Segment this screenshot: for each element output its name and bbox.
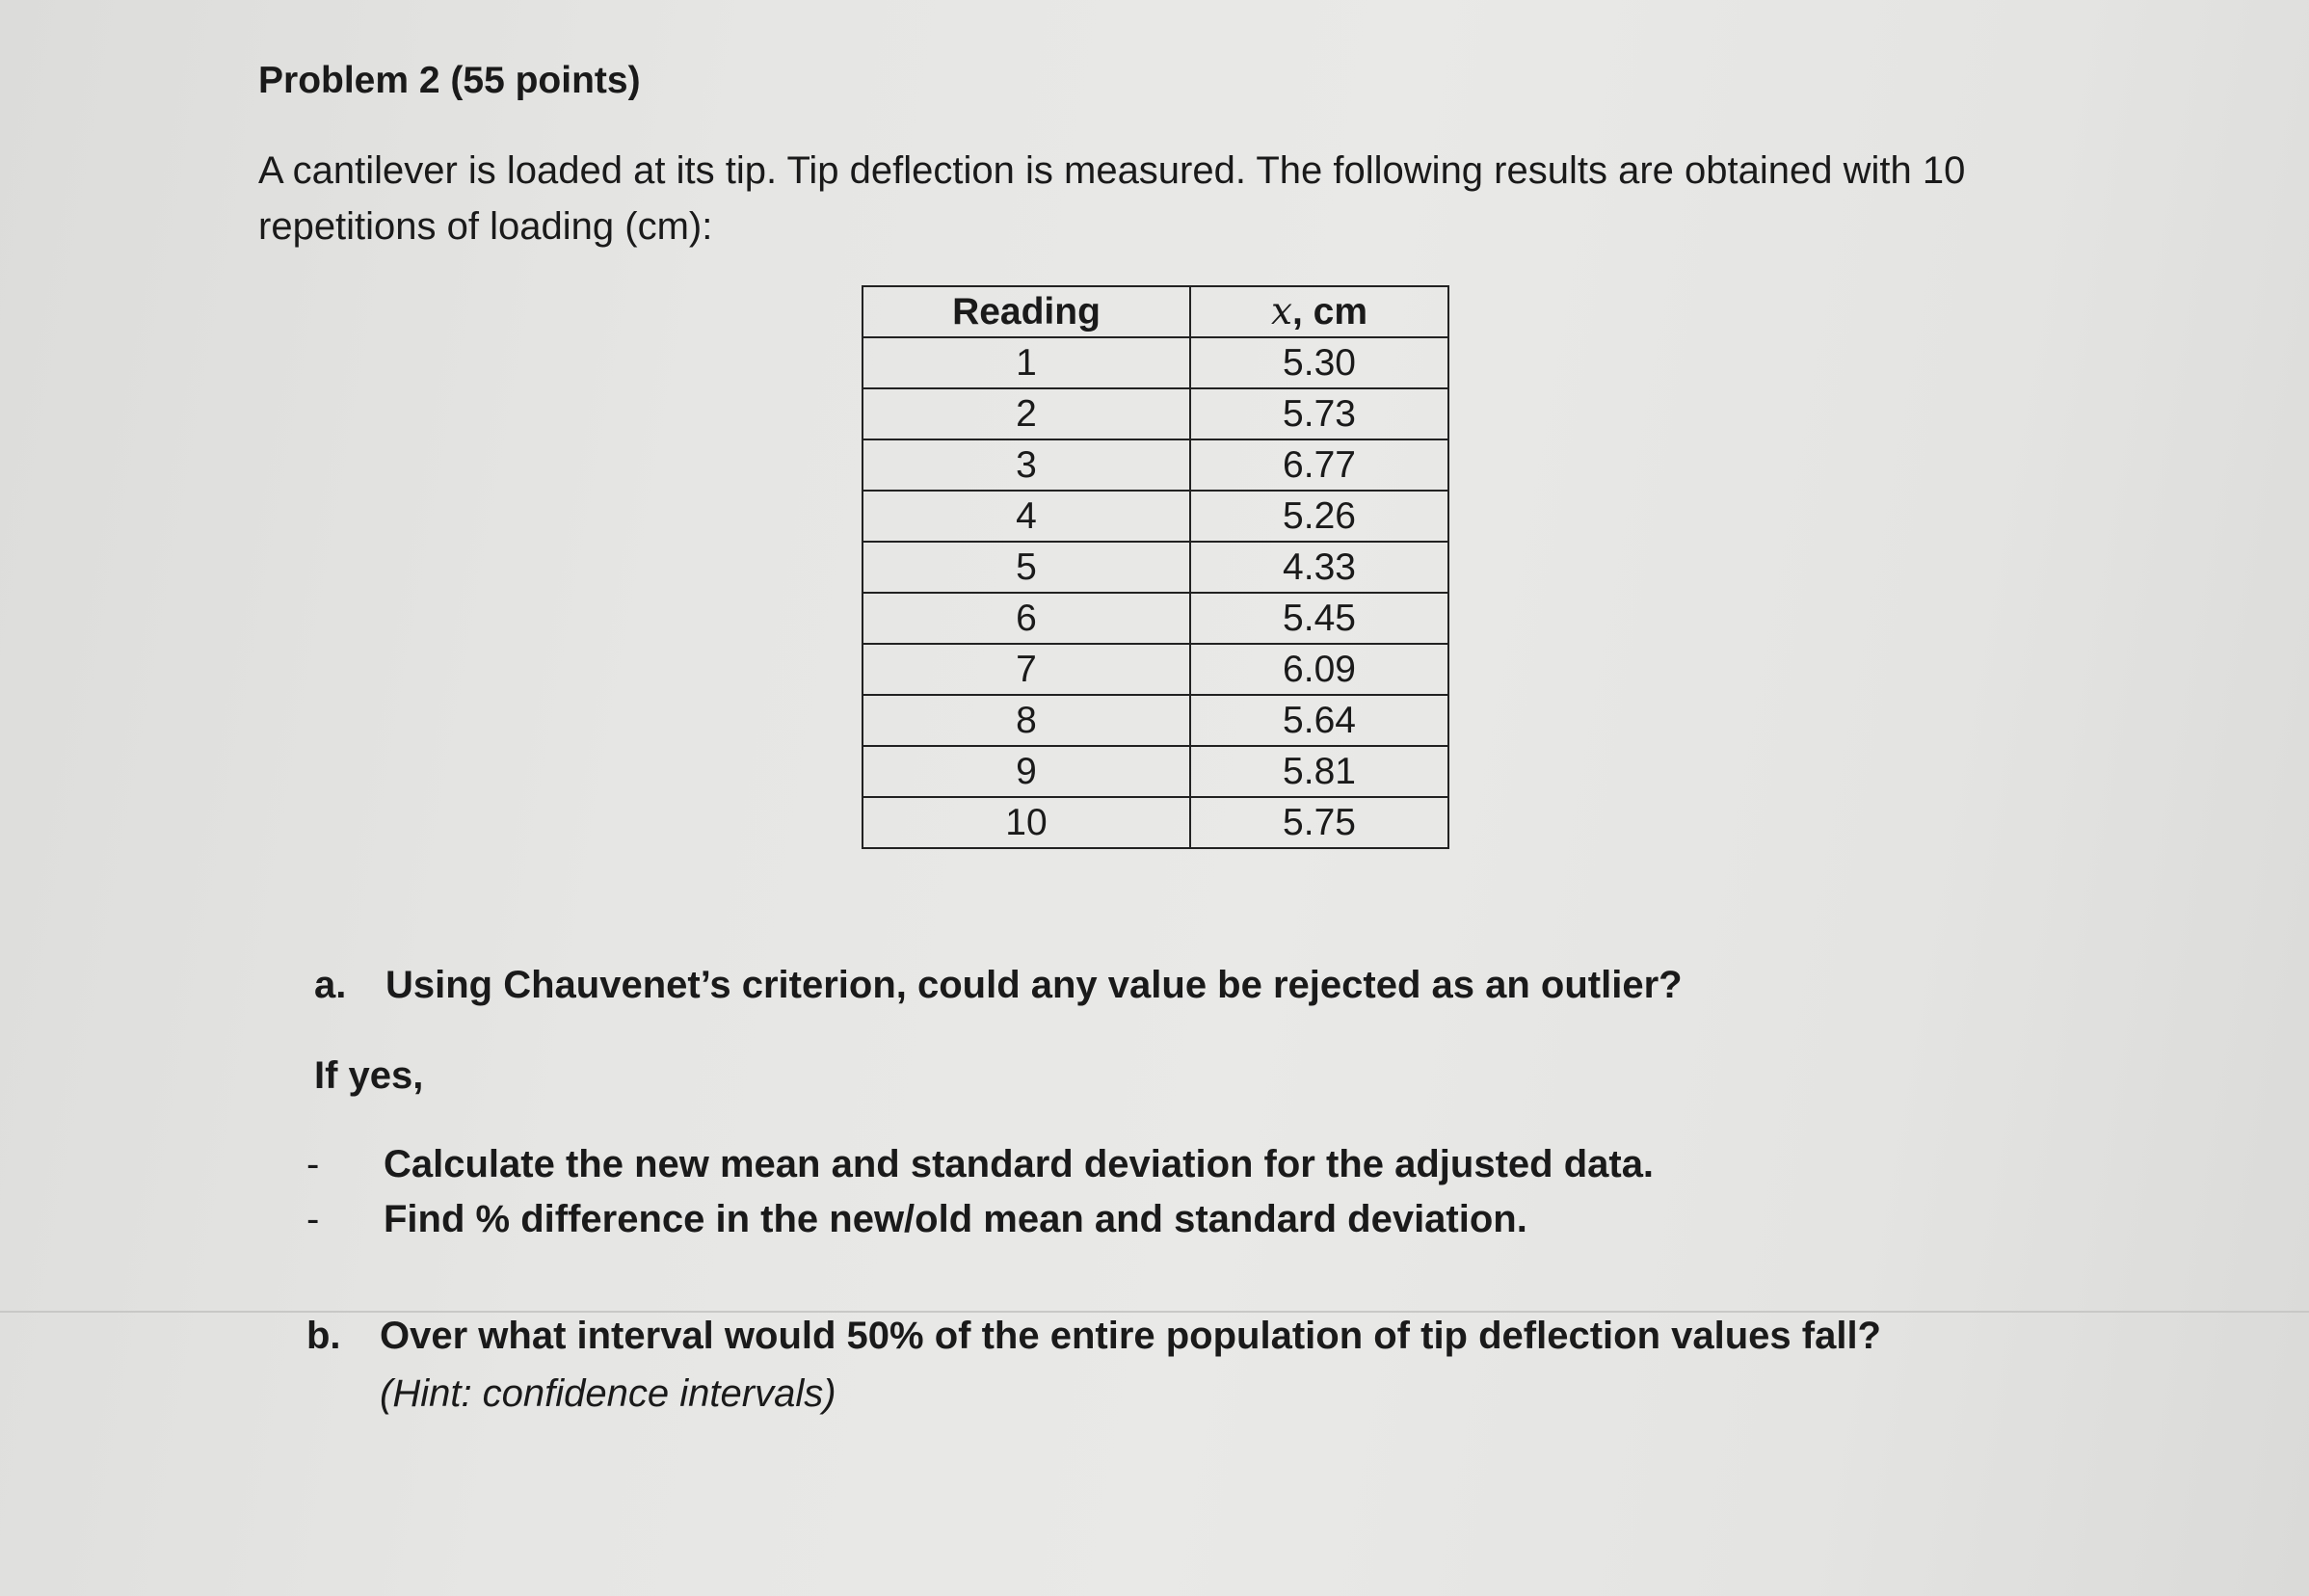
table-row (863, 695, 1448, 746)
part-a-marker: a. (314, 964, 347, 1006)
reading-cell: 10 (863, 797, 1190, 848)
reading-cell: 2 (863, 388, 1190, 439)
problem-intro (258, 143, 2089, 254)
table-row (863, 797, 1448, 848)
deflection-cell: 4.33 (1190, 542, 1448, 593)
reading-cell: 4 (863, 491, 1190, 542)
reading-column-header: Reading (863, 286, 1190, 337)
reading-cell: 3 (863, 439, 1190, 491)
list-item (306, 1192, 1654, 1247)
reading-cell: 7 (863, 644, 1190, 695)
reading-cell: 1 (863, 337, 1190, 388)
deflection-cell: 5.26 (1190, 491, 1448, 542)
table-header-row (863, 286, 1448, 337)
bullet-dash: - (306, 1143, 320, 1185)
part-a-text: Using Chauvenet’s criterion, could any value be rejected as an outlier? (385, 964, 1683, 1006)
deflection-cell: 6.09 (1190, 644, 1448, 695)
intro-line-2: repetitions of loading (cm): (258, 205, 713, 248)
readings-table (862, 285, 1449, 849)
reading-cell: 9 (863, 746, 1190, 797)
table-row (863, 491, 1448, 542)
reading-cell: 5 (863, 542, 1190, 593)
if-yes-label: If yes, (314, 1054, 424, 1097)
bullet-text: Calculate the new mean and standard deviation for the adjusted data. (384, 1143, 1655, 1185)
reading-cell: 8 (863, 695, 1190, 746)
table-row (863, 439, 1448, 491)
bullet-dash: - (306, 1198, 320, 1240)
x-symbol: x (1270, 290, 1292, 333)
intro-line-1: A cantilever is loaded at its tip. Tip deflection is measured. The following results are obtained with 10 (258, 149, 1966, 192)
deflection-cell: 5.81 (1190, 746, 1448, 797)
table-row (863, 593, 1448, 644)
bullet-text: Find % difference in the new/old mean and standard deviation. (384, 1198, 1527, 1240)
deflection-cell: 5.73 (1190, 388, 1448, 439)
part-a-question (314, 964, 1683, 1007)
table-row (863, 337, 1448, 388)
problem-title: Problem 2 (55 points) (258, 60, 641, 101)
deflection-cell: 5.75 (1190, 797, 1448, 848)
part-b-hint: (Hint: confidence intervals) (380, 1372, 836, 1415)
deflection-column-header (1190, 286, 1448, 337)
x-unit: , cm (1291, 291, 1368, 332)
table-row (863, 542, 1448, 593)
deflection-cell: 5.30 (1190, 337, 1448, 388)
deflection-cell: 5.45 (1190, 593, 1448, 644)
part-b-marker: b. (306, 1315, 341, 1357)
part-a-bullets (306, 1137, 1654, 1247)
list-item (306, 1137, 1654, 1192)
deflection-cell: 6.77 (1190, 439, 1448, 491)
table-row (863, 644, 1448, 695)
reading-cell: 6 (863, 593, 1190, 644)
deflection-cell: 5.64 (1190, 695, 1448, 746)
table-row (863, 388, 1448, 439)
table-row (863, 746, 1448, 797)
part-b-question (306, 1307, 1881, 1423)
part-b-text: Over what interval would 50% of the entire population of tip deflection values fall? (380, 1315, 1881, 1357)
